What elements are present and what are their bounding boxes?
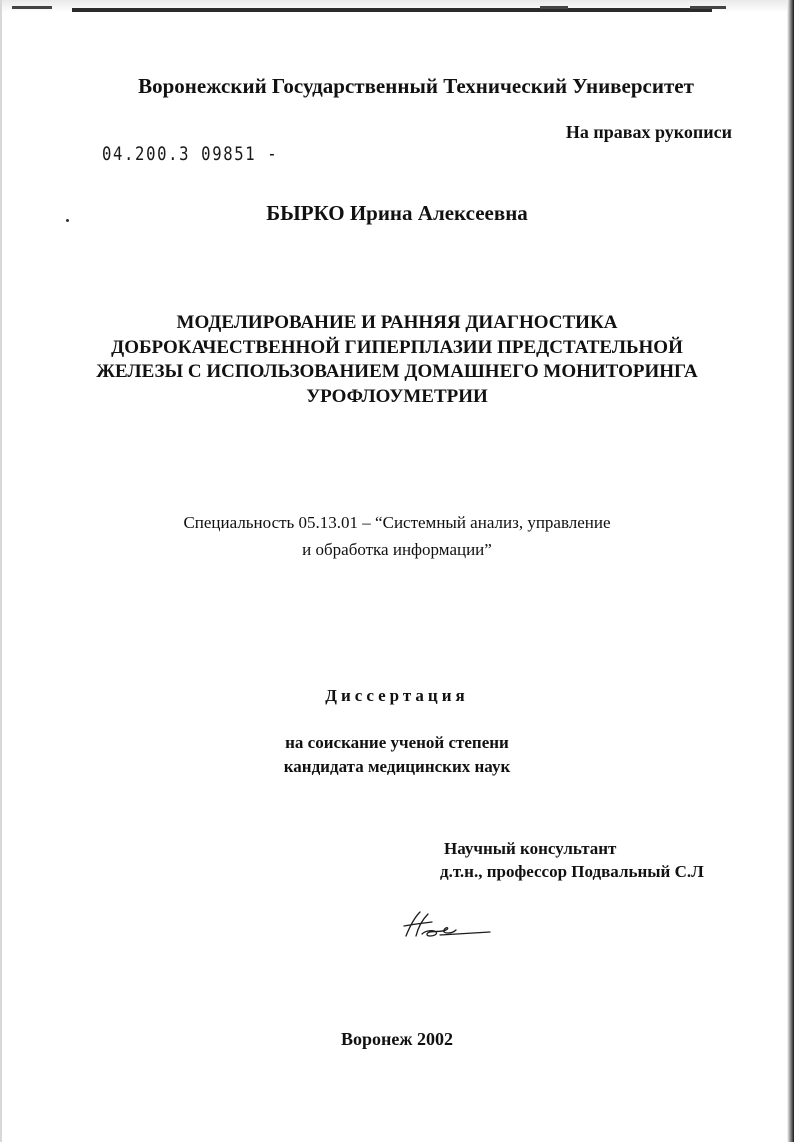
scan-artifact-mark <box>540 6 568 9</box>
title-line: УРОФЛОУМЕТРИИ <box>306 385 488 407</box>
dissertation-title <box>80 311 714 409</box>
advisor-role: Научный консультант <box>444 839 617 858</box>
title-line: ДОБРОКАЧЕСТВЕННОЙ ГИПЕРПЛАЗИИ ПРЕДСТАТЕЛЬНОЙ <box>111 336 683 358</box>
document-type: Диссертация <box>325 686 469 705</box>
degree-line: на соискание ученой степени <box>285 733 509 752</box>
handwritten-signature <box>396 906 496 946</box>
university-name: Воронежский Государственный Технический Университет <box>138 74 694 98</box>
title-line: МОДЕЛИРОВАНИЕ И РАННЯЯ ДИАГНОСТИКА <box>176 312 618 333</box>
scan-edge-left <box>0 0 2 1142</box>
author-name: БЫРКО Ирина Алексеевна <box>266 201 528 225</box>
advisor-name: д.т.н., профессор Подвальный С.Л <box>440 862 704 881</box>
manuscript-rights-note: На правах рукописи <box>565 122 732 142</box>
specialty-line-continued: и обработка информации” <box>302 540 492 559</box>
degree-line: кандидата медицинских наук <box>283 757 511 776</box>
scan-artifact-bar <box>72 8 712 12</box>
scan-artifact-mark <box>12 6 52 9</box>
specialty-line: Специальность 05.13.01 – “Системный анализ, управление <box>183 513 611 532</box>
scan-edge-right <box>787 0 794 1142</box>
scan-artifact-mark <box>690 6 726 9</box>
city-and-year: Воронеж 2002 <box>341 1029 453 1049</box>
title-line: ЖЕЛЕЗЫ С ИСПОЛЬЗОВАНИЕМ ДОМАШНЕГО МОНИТОРИНГА <box>96 361 698 382</box>
registry-number: 04.200.3 09851 - <box>102 143 279 165</box>
